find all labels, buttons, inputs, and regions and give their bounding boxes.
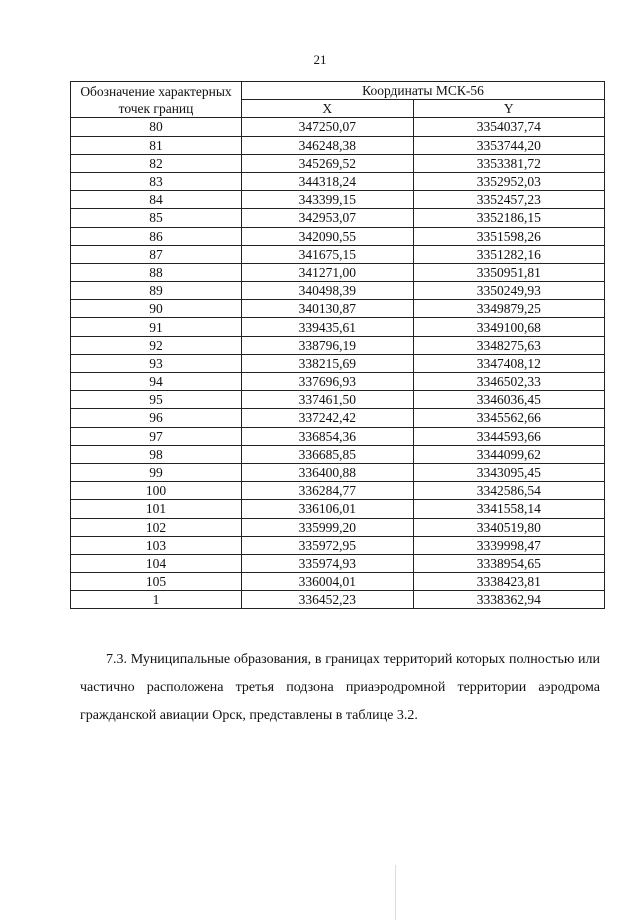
table-row	[71, 573, 605, 591]
cell-point: 102	[71, 518, 242, 536]
cell-y: 3351282,16	[413, 245, 604, 263]
cell-y: 3338423,81	[413, 573, 604, 591]
cell-y: 3339998,47	[413, 536, 604, 554]
cell-point: 93	[71, 354, 242, 372]
page-number: 21	[313, 52, 327, 67]
cell-x: 346248,38	[242, 136, 414, 154]
table-row	[71, 554, 605, 572]
cell-x: 339435,61	[242, 318, 414, 336]
cell-point: 99	[71, 463, 242, 481]
cell-y: 3338362,94	[413, 591, 604, 609]
cell-point: 82	[71, 154, 242, 172]
cell-point: 91	[71, 318, 242, 336]
cell-point: 1	[71, 591, 242, 609]
header-y: Y	[413, 100, 604, 118]
cell-y: 3342586,54	[413, 482, 604, 500]
cell-point: 90	[71, 300, 242, 318]
cell-x: 337242,42	[242, 409, 414, 427]
cell-x: 340498,39	[242, 282, 414, 300]
header-coordinates: Координаты МСК-56	[242, 82, 605, 100]
cell-y: 3350951,81	[413, 263, 604, 281]
cell-y: 3348275,63	[413, 336, 604, 354]
table-row	[71, 445, 605, 463]
table-row	[71, 172, 605, 190]
cell-point: 80	[71, 118, 242, 136]
cell-point: 83	[71, 172, 242, 190]
cell-x: 340130,87	[242, 300, 414, 318]
table-row	[71, 482, 605, 500]
cell-point: 92	[71, 336, 242, 354]
cell-x: 341675,15	[242, 245, 414, 263]
cell-y: 3341558,14	[413, 500, 604, 518]
cell-point: 86	[71, 227, 242, 245]
table-row	[71, 227, 605, 245]
cell-x: 335974,93	[242, 554, 414, 572]
cell-x: 335999,20	[242, 518, 414, 536]
cell-y: 3350249,93	[413, 282, 604, 300]
table-row	[71, 463, 605, 481]
table-row	[71, 154, 605, 172]
table-row	[71, 300, 605, 318]
cell-x: 335972,95	[242, 536, 414, 554]
header-x: X	[242, 100, 414, 118]
cell-x: 345269,52	[242, 154, 414, 172]
cell-point: 85	[71, 209, 242, 227]
table-row	[71, 118, 605, 136]
table-row	[71, 245, 605, 263]
cell-y: 3353381,72	[413, 154, 604, 172]
coordinates-table	[70, 81, 605, 609]
cell-point: 98	[71, 445, 242, 463]
table-row	[71, 354, 605, 372]
cell-x: 336452,23	[242, 591, 414, 609]
cell-y: 3346502,33	[413, 373, 604, 391]
cell-x: 347250,07	[242, 118, 414, 136]
cell-x: 338215,69	[242, 354, 414, 372]
cell-y: 3347408,12	[413, 354, 604, 372]
cell-y: 3344099,62	[413, 445, 604, 463]
table-row	[71, 409, 605, 427]
table-row	[71, 536, 605, 554]
cell-point: 81	[71, 136, 242, 154]
cell-x: 338796,19	[242, 336, 414, 354]
table-row	[71, 263, 605, 281]
cell-y: 3346036,45	[413, 391, 604, 409]
cell-y: 3343095,45	[413, 463, 604, 481]
cell-x: 343399,15	[242, 191, 414, 209]
cell-x: 342953,07	[242, 209, 414, 227]
cell-point: 88	[71, 263, 242, 281]
cell-y: 3354037,74	[413, 118, 604, 136]
table-row	[71, 336, 605, 354]
cell-x: 341271,00	[242, 263, 414, 281]
cell-point: 94	[71, 373, 242, 391]
cell-point: 96	[71, 409, 242, 427]
cell-y: 3351598,26	[413, 227, 604, 245]
table-row	[71, 500, 605, 518]
cell-point: 89	[71, 282, 242, 300]
table-row	[71, 209, 605, 227]
cell-x: 336284,77	[242, 482, 414, 500]
cell-y: 3353744,20	[413, 136, 604, 154]
table-row	[71, 591, 605, 609]
cell-x: 336106,01	[242, 500, 414, 518]
cell-point: 87	[71, 245, 242, 263]
table-row	[71, 391, 605, 409]
table-row	[71, 191, 605, 209]
cell-y: 3338954,65	[413, 554, 604, 572]
body-paragraph: 7.3. Муниципальные образования, в границах территорий которых полностью или частично расположена третья подзона приаэродромной территории аэродрома гражданской авиации Орск, представлены в таблице 3.2.	[80, 652, 600, 723]
cell-point: 95	[71, 391, 242, 409]
cell-x: 344318,24	[242, 172, 414, 190]
cell-x: 336004,01	[242, 573, 414, 591]
scan-artifact-line	[395, 865, 396, 920]
cell-point: 103	[71, 536, 242, 554]
cell-y: 3352457,23	[413, 191, 604, 209]
cell-y: 3352952,03	[413, 172, 604, 190]
table-row	[71, 373, 605, 391]
cell-point: 97	[71, 427, 242, 445]
table-row	[71, 427, 605, 445]
cell-x: 336685,85	[242, 445, 414, 463]
table-row	[71, 136, 605, 154]
cell-x: 337696,93	[242, 373, 414, 391]
cell-y: 3352186,15	[413, 209, 604, 227]
cell-y: 3340519,80	[413, 518, 604, 536]
cell-x: 342090,55	[242, 227, 414, 245]
cell-point: 104	[71, 554, 242, 572]
cell-x: 336400,88	[242, 463, 414, 481]
table-row	[71, 282, 605, 300]
cell-y: 3349100,68	[413, 318, 604, 336]
table-row	[71, 518, 605, 536]
cell-x: 337461,50	[242, 391, 414, 409]
cell-y: 3344593,66	[413, 427, 604, 445]
table-row	[71, 318, 605, 336]
cell-y: 3345562,66	[413, 409, 604, 427]
cell-point: 84	[71, 191, 242, 209]
header-point-label: Обозначение характерных точек границ	[71, 82, 242, 118]
cell-point: 100	[71, 482, 242, 500]
cell-y: 3349879,25	[413, 300, 604, 318]
cell-point: 105	[71, 573, 242, 591]
cell-x: 336854,36	[242, 427, 414, 445]
cell-point: 101	[71, 500, 242, 518]
